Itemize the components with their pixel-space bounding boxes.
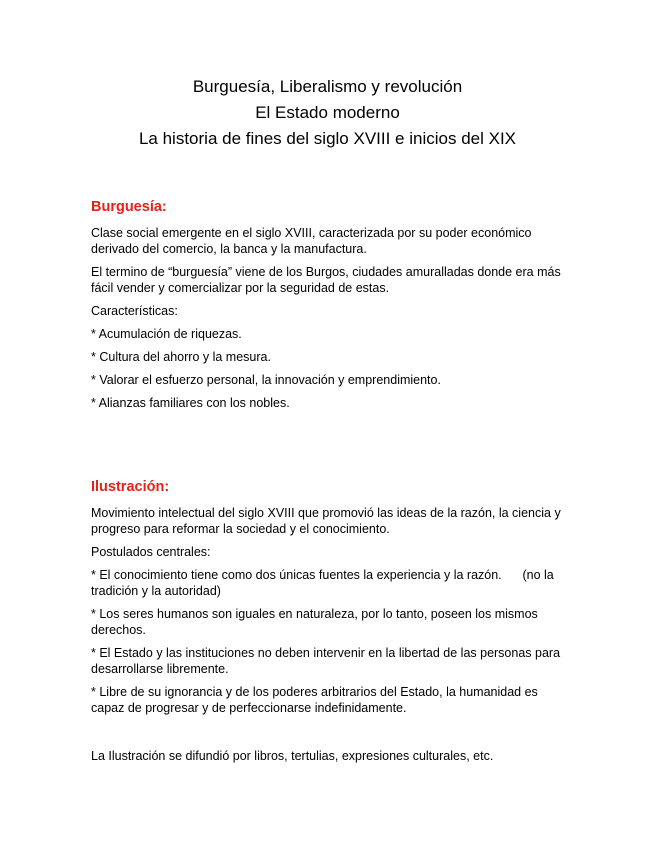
paragraph: Movimiento intelectual del siglo XVIII que promovió las ideas de la razón, la ciencia y progreso para reformar la sociedad y el conocimiento. <box>91 506 561 536</box>
section-ilustracion <box>91 478 571 764</box>
title-line-2: El Estado moderno <box>255 103 400 122</box>
list-item: * Libre de su ignorancia y de los poderes arbitrarios del Estado, la humanidad es capaz de progresar y de perfeccionarse indefinidamente. <box>91 685 538 715</box>
list-item: * Acumulación de riquezas. <box>91 327 242 341</box>
list-item: * El Estado y las instituciones no deben intervenir en la libertad de las personas para desarrollarse libremente. <box>91 646 561 676</box>
section-heading-burguesia: Burguesía: <box>91 199 167 215</box>
list-item: * Cultura del ahorro y la mesura. <box>91 350 271 364</box>
closing-paragraph: La Ilustración se difundió por libros, tertulias, expresiones culturales, etc. <box>91 749 494 763</box>
paragraph: El termino de “burguesía” viene de los Burgos, ciudades amuralladas donde era más fácil vender y comercializar por la seguridad de estas. <box>91 265 561 295</box>
paragraph: Clase social emergente en el siglo XVIII, caracterizada por su poder económico derivado del comercio, la banca y la manufactura. <box>91 226 532 256</box>
list-item: * Valorar el esfuerzo personal, la innovación y emprendimiento. <box>91 373 441 387</box>
document-titles <box>0 74 655 152</box>
paragraph: Características: <box>91 304 178 318</box>
title-line-1: Burguesía, Liberalismo y revolución <box>192 77 463 96</box>
list-item: * Alianzas familiares con los nobles. <box>91 396 290 410</box>
list-item: * Los seres humanos son iguales en naturaleza, por lo tanto, poseen los mismos derechos. <box>91 607 538 637</box>
title-line-3: La historia de fines del siglo XVIII e inicios del XIX <box>138 129 517 148</box>
section-heading-ilustracion: Ilustración: <box>91 479 170 495</box>
list-item: * El conocimiento tiene como dos únicas fuentes la experiencia y la razón. (no la tradición y la autoridad) <box>91 568 558 598</box>
paragraph: Postulados centrales: <box>91 545 211 559</box>
section-burguesia <box>91 198 571 411</box>
